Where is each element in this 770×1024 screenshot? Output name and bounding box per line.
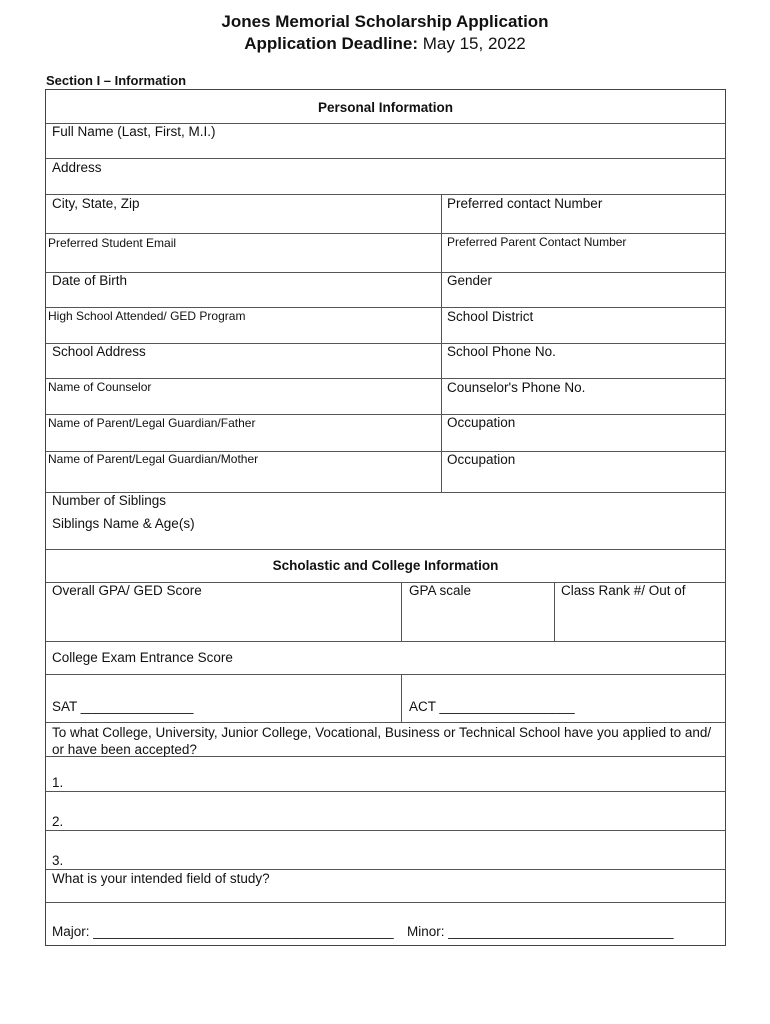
school-address-label: School Address xyxy=(52,344,146,359)
class-rank-label: Class Rank #/ Out of xyxy=(561,583,686,598)
college-item-3: 3. xyxy=(52,853,64,868)
deadline-line xyxy=(0,34,770,54)
college-item-2: 2. xyxy=(52,814,64,829)
city-state-zip-label: City, State, Zip xyxy=(52,196,140,211)
parent-contact-label: Preferred Parent Contact Number xyxy=(447,235,627,249)
full-name-label: Full Name (Last, First, M.I.) xyxy=(52,124,216,139)
row-divider xyxy=(46,722,725,723)
column-divider xyxy=(441,194,442,492)
row-divider xyxy=(46,674,725,675)
row-divider xyxy=(46,307,725,308)
row-divider xyxy=(46,641,725,642)
column-divider xyxy=(401,674,402,722)
parent-father-label: Name of Parent/Legal Guardian/Father xyxy=(48,416,256,430)
row-divider xyxy=(46,869,725,870)
siblings-names-label: Siblings Name & Age(s) xyxy=(52,516,195,531)
address-label: Address xyxy=(52,160,102,175)
row-divider xyxy=(46,233,725,234)
school-district-label: School District xyxy=(447,309,534,324)
occupation-mother-label: Occupation xyxy=(447,452,516,467)
row-divider xyxy=(46,549,725,550)
preferred-contact-label: Preferred contact Number xyxy=(447,196,603,211)
column-divider xyxy=(401,582,402,641)
row-divider xyxy=(46,272,725,273)
exam-score-label: College Exam Entrance Score xyxy=(52,650,233,665)
major-field: Major: ________________________________________ xyxy=(52,924,394,939)
counselor-phone-label: Counselor's Phone No. xyxy=(447,380,586,395)
row-divider xyxy=(46,194,725,195)
deadline-value: May 15, 2022 xyxy=(422,34,526,53)
parent-mother-label: Name of Parent/Legal Guardian/Mother xyxy=(48,452,259,466)
occupation-father-label: Occupation xyxy=(447,415,516,430)
row-divider xyxy=(46,791,725,792)
application-form xyxy=(45,89,726,946)
gpa-label: Overall GPA/ GED Score xyxy=(52,583,202,598)
field-of-study-question: What is your intended field of study? xyxy=(52,871,270,886)
college-item-1: 1. xyxy=(52,775,64,790)
row-divider xyxy=(46,830,725,831)
dob-label: Date of Birth xyxy=(52,273,128,288)
minor-field: Minor: ______________________________ xyxy=(407,924,674,939)
form-title: Jones Memorial Scholarship Application xyxy=(221,12,549,31)
gpa-scale-label: GPA scale xyxy=(409,583,472,598)
act-field: ACT __________________ xyxy=(409,699,575,714)
siblings-number-label: Number of Siblings xyxy=(52,493,167,508)
student-email-label: Preferred Student Email xyxy=(48,236,177,250)
row-divider xyxy=(46,158,725,159)
row-divider xyxy=(46,902,725,903)
school-phone-label: School Phone No. xyxy=(447,344,556,359)
row-divider xyxy=(46,343,725,344)
high-school-label: High School Attended/ GED Program xyxy=(48,309,246,323)
column-divider xyxy=(554,582,555,641)
counselor-label: Name of Counselor xyxy=(48,380,152,394)
section-title: Section I – Information xyxy=(46,73,187,88)
sat-field: SAT _______________ xyxy=(52,699,194,714)
row-divider xyxy=(46,378,725,379)
scholastic-heading: Scholastic and College Information xyxy=(272,558,499,573)
applied-question: To what College, University, Junior College, Vocational, Business or Technical School have you applied to and/ or have been accepted? xyxy=(52,725,712,757)
personal-info-heading: Personal Information xyxy=(317,100,454,115)
gender-label: Gender xyxy=(447,273,493,288)
row-divider xyxy=(46,414,725,415)
deadline-label: Application Deadline: xyxy=(244,34,419,53)
